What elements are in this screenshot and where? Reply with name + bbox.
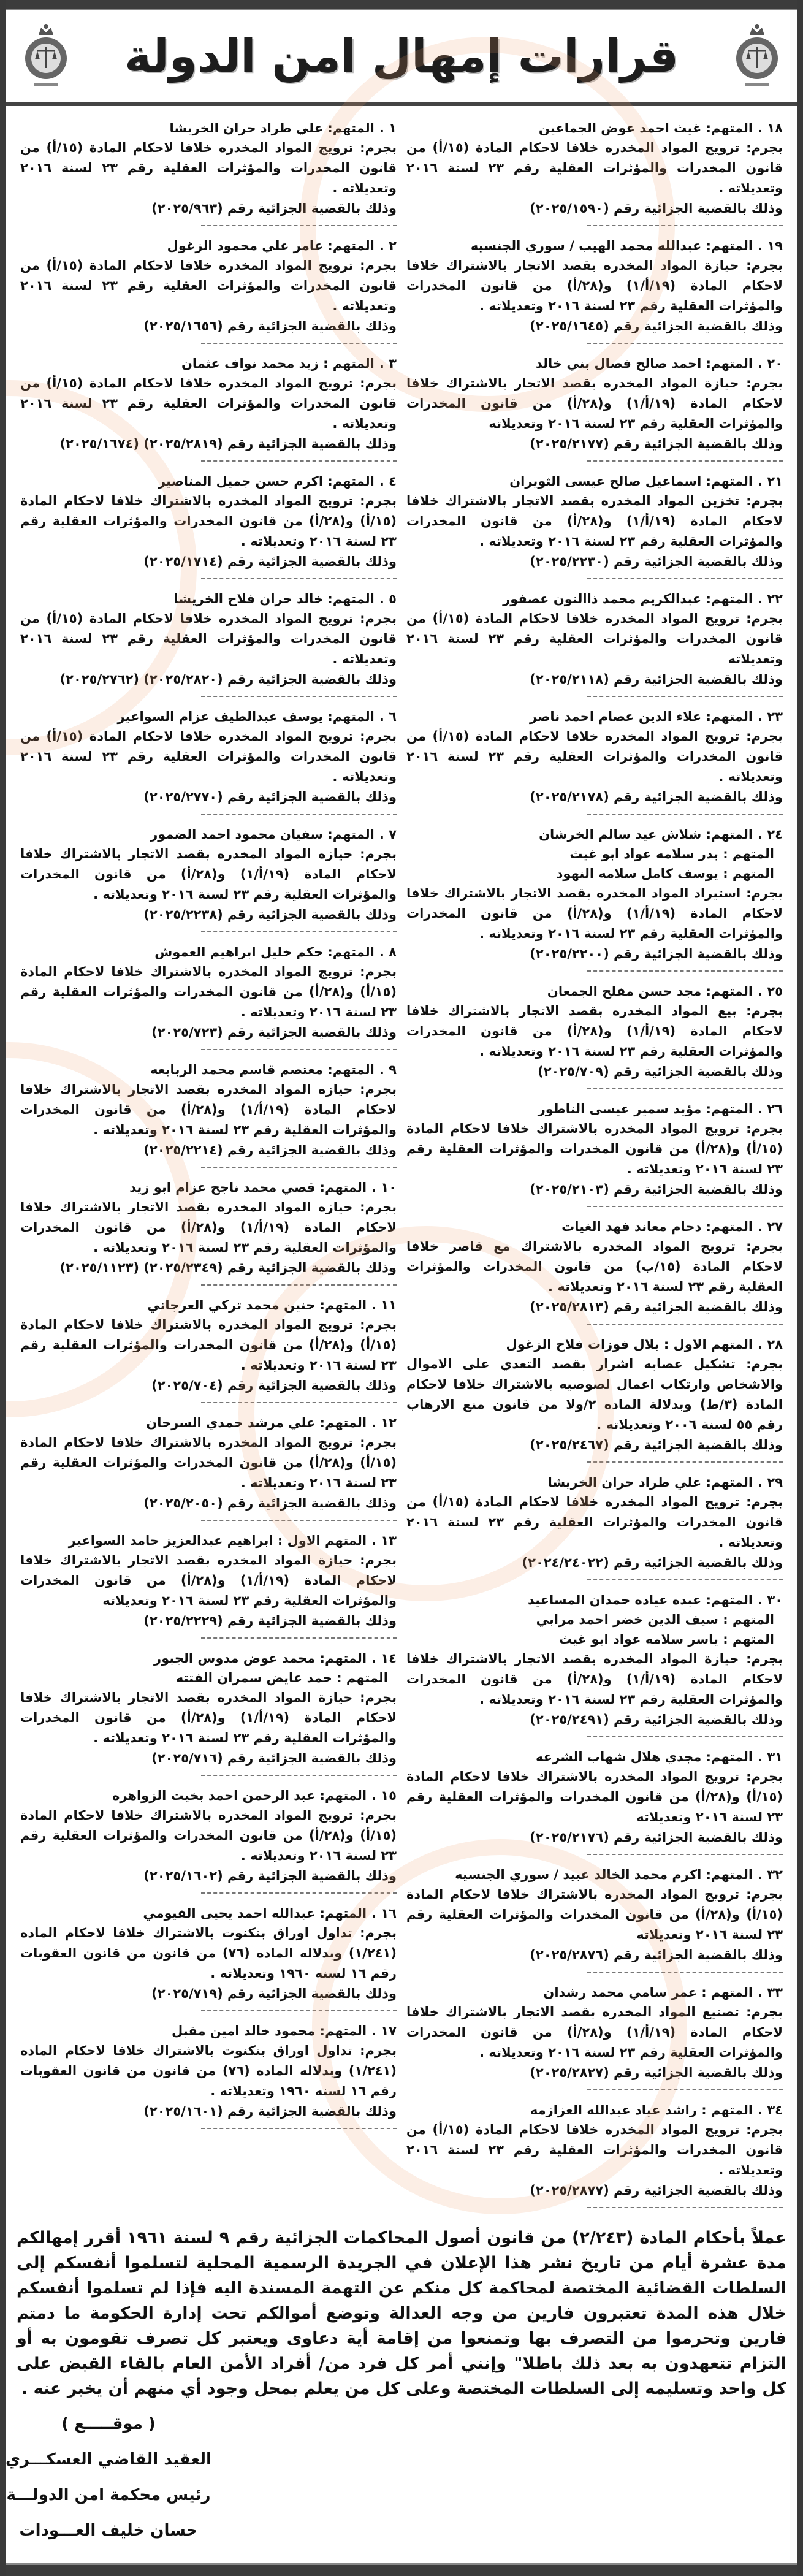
entry-heading — [406, 825, 783, 844]
charge-text: بجرم: حيازه المواد المخدره بقصد الاتجار بالاشتراك خلافا لاحكام المادة (١٩/أ/١) و(٢٨/أ) من قانون المخدرات والمؤثرات العقلية رقم ٢٣ لسنة ٢٠١٦ وتعديلاته . — [20, 1082, 397, 1137]
dashed-divider — [201, 1049, 397, 1050]
notice-entry — [406, 1466, 783, 1584]
dashed-divider — [201, 814, 397, 815]
notice-entry — [20, 1897, 397, 2015]
case-number: وذلك بالقضية الجزائية رقم (٢٠٢٥/٢٨٧٦) — [530, 1948, 783, 1962]
notice-entry — [406, 1328, 783, 1466]
entry-heading — [20, 825, 397, 844]
entry-heading — [20, 1786, 397, 1805]
entry-number: ٢٣ . — [758, 709, 783, 724]
dashed-divider — [201, 1892, 397, 1894]
case-number: وذلك بالقضية الجزائية رقم (٢٠٢٥/٢٣٤٩) (٢٠٢٥/١١٢٣) — [59, 1260, 397, 1275]
notice-entry — [406, 112, 783, 230]
notice-entry — [406, 465, 783, 583]
entry-heading — [20, 1178, 397, 1197]
accused-name: المتهم: عبدالكريم محمد ذاالنون عصفور — [503, 592, 753, 606]
case-number: وذلك بالقضية الجزائية رقم (٢٠٢٥/٢٨٢٠) (٢٠٢٥/٢٧٦٢) — [59, 672, 397, 687]
case-number: وذلك بالقضية الجزائية رقم (٢٠٢٥/١٧١٤) — [143, 554, 397, 569]
case-number: وذلك بالقضية الجزائية رقم (٢٠٢٥/١٥٩٠) — [530, 201, 783, 216]
dashed-divider — [201, 2010, 397, 2011]
entry-heading — [406, 1335, 783, 1354]
entry-number: ١٥ . — [371, 1788, 397, 1803]
dashed-divider — [201, 1520, 397, 1521]
accused-name: المتهم: معتصم قاسم محمد الربابعه — [150, 1062, 375, 1077]
entry-number: ٢٨ . — [758, 1337, 783, 1352]
entry-heading — [20, 471, 397, 491]
dashed-divider — [587, 1972, 783, 1973]
accused-name: المتهم : عمر سامي محمد رشدان — [543, 1985, 753, 2000]
top-bar — [6, 0, 797, 10]
entry-heading — [406, 236, 783, 256]
entry-number: ٢٤ . — [758, 827, 783, 842]
bottom-bar — [6, 2563, 797, 2576]
charge-text: بجرم: ترويج المواد المخدره خلافا لاحكام المادة (١٥/أ) من قانون المخدرات والمؤثرات العقلية رقم ٢٣ لسنة ٢٠١٦ وتعديلاته . — [20, 376, 397, 431]
notice-entry — [406, 1584, 783, 1741]
entry-heading — [406, 707, 783, 726]
case-number: وذلك بالقضية الجزائية رقم (٢٠٢٥/٢١٠٣) — [530, 1182, 783, 1197]
case-number: وذلك بالقضية الجزائية رقم (٢٠٢٥/٢٢٣٨) — [143, 907, 397, 922]
entry-heading — [406, 471, 783, 491]
charge-text: بجرم: تداول اوراق بنكنوت بالاشتراك خلافا لاحكام الماده (١/٢٤١) وبدلاله الماده (٧٦) من قانون من قانون العقوبات رقم ١٦ لسنه ١٩٦٠ وتعديلاته . — [20, 1926, 397, 1981]
accused-name: المتهم : حمد عايض سمران الفتته — [175, 1671, 388, 1685]
charge-text: بجرم: ترويج المواد المخدره بالاشتراك خلافا لاحكام المادة (١٥/أ) و(٢٨/أ) من قانون المخدرات والمؤثرات العقلية رقم ٢٣ لسنة ٢٠١٦ وتعديلاته — [406, 1887, 783, 1942]
dashed-divider — [587, 1854, 783, 1855]
notice-entry — [406, 1859, 783, 1976]
notice-entry — [20, 1407, 397, 1525]
dashed-divider — [587, 1736, 783, 1737]
notice-entry — [406, 1976, 783, 2094]
accused-name: المتهم: سفيان محمود احمد الضمور — [150, 827, 375, 842]
accused-name: المتهم: شلاش عيد سالم الخرشان — [539, 827, 753, 842]
entry-number: ١٢ . — [371, 1416, 397, 1430]
dashed-divider — [587, 1088, 783, 1089]
accused-name: المتهم : راشد عياد عبدالله العزازمه — [530, 2103, 753, 2117]
notice-entry — [20, 583, 397, 701]
dashed-divider — [201, 696, 397, 697]
dashed-divider — [587, 1324, 783, 1325]
dashed-divider — [587, 2207, 783, 2208]
entry-number: ٢٧ . — [758, 1219, 783, 1234]
signer-name: حسان خليف العـــودات — [19, 2521, 198, 2540]
case-number: وذلك بالقضية الجزائية رقم (٢٠٢٥/١٦٠١) — [143, 2104, 397, 2119]
case-number: وذلك بالقضية الجزائية رقم (٢٠٢٥/٧١٦) — [151, 1751, 397, 1766]
charge-text: بجرم: ترويج المواد المخدره بالاشتراك خلافا لاحكام المادة (١٥/أ) و(٢٨/أ) من قانون المخدرات والمؤثرات العقلية رقم ٢٣ لسنة ٢٠١٦ وتعديلاته . — [20, 1435, 397, 1490]
dashed-divider — [201, 578, 397, 579]
notice-entry — [20, 701, 397, 818]
case-number: وذلك بالقضية الجزائية رقم (٢٠٢٥/٧٠٩) — [538, 1064, 783, 1079]
entry-heading — [20, 1060, 397, 1080]
notice-entry — [20, 936, 397, 1054]
dashed-divider — [201, 1402, 397, 1403]
charge-text: بجرم: ترويج المواد المخدره بالاشتراك خلافا لاحكام المادة (١٥/أ) و(٢٨/أ) من قانون المخدرات والمؤثرات العقلية رقم ٢٣ لسنة ٢٠١٦ وتعديلاته . — [406, 1121, 783, 1176]
case-number: وذلك بالقضية الجزائية رقم (٢٠٢٥/٢٤٩١) — [530, 1712, 783, 1727]
entry-number: ١٧ . — [371, 2024, 397, 2038]
charge-text: بجرم: ترويج المواد المخدره بالاشتراك خلافا لاحكام المادة (١٥/أ) و(٢٨/أ) من قانون المخدرات والمؤثرات العقلية رقم ٢٣ لسنة ٢٠١٦ وتعديلاته . — [20, 1808, 397, 1863]
page-header — [6, 10, 797, 106]
notice-entry — [406, 975, 783, 1093]
entry-number: ٢٥ . — [758, 984, 783, 999]
entry-heading — [406, 981, 783, 1001]
notice-entry — [406, 230, 783, 348]
entry-number: ٣٣ . — [758, 1985, 783, 2000]
entries-columns — [6, 106, 797, 2212]
accused-name: المتهم: دحام معاند فهد الغيات — [561, 1219, 753, 1234]
entry-heading — [406, 1099, 783, 1119]
entry-number: ٤ . — [379, 474, 397, 489]
case-number: وذلك بالقضية الجزائية رقم (٢٠٢٥/١٦٥٦) — [143, 319, 397, 333]
entry-number: ٣٠ . — [758, 1593, 783, 1607]
dashed-divider — [587, 1206, 783, 1207]
dashed-divider — [201, 1775, 397, 1776]
case-number: وذلك بالقضية الجزائية رقم (٢٠٢٥/٢٤٦٧) — [530, 1438, 783, 1452]
charge-text: بجرم: ترويج المواد المخدره بالاشتراك خلافا لاحكام المادة (١٥/أ) و(٢٨/أ) من قانون المخدرات والمؤثرات العقلية رقم ٢٣ لسنة ٢٠١٦ وتعديلاته . — [20, 964, 397, 1019]
case-number: وذلك بالقضية الجزائية رقم (٢٠٢٥/٢٢٠٠) — [530, 947, 783, 961]
charge-text: بجرم: حيازة المواد المخدره بقصد الاتجار بالاشتراك خلافا لاحكام المادة (١٩/أ/١) و(٢٨/أ) من قانون المخدرات والمؤثرات العقلية رقم ٢٣ لسنة ٢٠١٦ وتعديلاته . — [20, 1690, 397, 1745]
entry-number: ٢١ . — [758, 474, 783, 489]
entry-heading — [20, 1648, 397, 1668]
charge-text: بجرم: حيازة المواد المخدره بقصد الاتجار بالاشتراك خلافا لاحكام المادة (١٩/أ/١) و(٢٨/أ) من قانون المخدرات والمؤثرات العقلية رقم ٢٣ لسنة ٢٠١٦ وتعديلاته — [20, 1553, 397, 1608]
accused-name: المتهم: غيث احمد عوض الجماعين — [538, 121, 753, 135]
notice-entry — [20, 2015, 397, 2133]
entries-column-left — [402, 112, 788, 2212]
dashed-divider — [201, 1637, 397, 1639]
accused-name: المتهم: علي مرشد حمدي السرحان — [146, 1416, 367, 1430]
charge-text: بجرم: ترويج المواد المخدره خلافا لاحكام المادة (١٥/أ) من قانون المخدرات والمؤثرات العقلية رقم ٢٣ لسنة ٢٠١٦ وتعديلاته . — [20, 611, 397, 666]
charge-text: بجرم: ترويج المواد المخدره بالاشتراك خلافا لاحكام المادة (١٥/أ) و(٢٨/أ) من قانون المخدرات والمؤثرات العقلية رقم ٢٣ لسنة ٢٠١٦ وتعديلاته . — [20, 1317, 397, 1373]
dashed-divider — [587, 970, 783, 972]
entry-heading — [20, 354, 397, 373]
accused-name: المتهم: اكرم حسن جميل المناصير — [158, 474, 375, 489]
entry-heading — [20, 2021, 397, 2041]
charge-text: بجرم: تشكيل عصابه اشرار بقصد التعدي على الاموال والاشخاص وارتكاب اعمال لصوصيه بالاشتراك خلافا لاحكام المادة (٣/ط) وبدلالة الماده ٢/ولا من قانون منع الارهاب رقم ٥٥ لسنة ٢٠٠٦ وتعديلاته . — [406, 1357, 783, 1432]
notice-entry — [20, 1525, 397, 1642]
entry-number: ٧ . — [379, 827, 397, 842]
entry-heading — [20, 942, 397, 962]
case-number: وذلك بالقضية الجزائية رقم (٢٠٢٥/٢٢١٤) — [143, 1143, 397, 1157]
case-number: وذلك بالقضية الجزائية رقم (٢٠٢٥/٧٢٣) — [151, 1025, 397, 1040]
case-number: وذلك بالقضية الجزائية رقم (٢٠٢٤/٢٤٠٢٢) — [522, 1555, 783, 1570]
entries-column-right — [15, 112, 402, 2212]
accused-name: المتهم: قصي محمد ناجح عزام ابو زيد — [129, 1180, 367, 1195]
accused-name: المتهم: احمد صالح فصال بني خالد — [536, 356, 753, 371]
dashed-divider — [587, 343, 783, 344]
charge-text: بجرم: حيازة المواد المخدره بقصد الاتجار بالاشتراك خلافا لاحكام المادة (١٩/أ/١) و(٢٨/أ) من قانون المخدرات والمؤثرات العقلية رقم ٢٣ لسنة ٢٠١٦ وتعديلاته — [406, 376, 783, 431]
notice-entry — [20, 1780, 397, 1897]
notice-paragraph: عملاً بأحكام المادة (٢/٢٤٣) من قانون أصول المحاكمات الجزائية رقم ٩ لسنة ١٩٦١ أقرر إمهالكم مدة عشرة أيام من تاريخ نشر هذا الإعلان في الجريدة الرسمية المحلية لتسلموا أنفسكم إلى السلطات القضائية المختصة لمحاكمة كل منكم عن التهمة المسندة اليه فإذا لم تسلموا أنفسكم خلال هذه المدة تعتبرون فارين من وجه العدالة وتوضع أموالكم تحت إدارة الحكومة ما دمتم فارين وتحرموا من التصرف بها وتمنعوا من إقامة أية دعاوى ويعتبر كل تصرف تقومون به أو التزام تتعهدون به بعد ذلك باطلا" وإنني أمر كل فرد من/ أفراد الأمن العام بالقاء القبض على كل واحد وتسليمه إلى السلطات المختصة وعلى كل من يعلم بمحل وجود أي منهم أن يخبر عنه . — [17, 2228, 786, 2398]
entry-heading — [406, 1217, 783, 1237]
accused-name: المتهم الاول : ابراهيم عبدالعزيز حامد السواعير — [68, 1533, 367, 1548]
notice-entry — [406, 1741, 783, 1859]
dashed-divider — [587, 460, 783, 462]
charge-text: بجرم: ترويج المواد المخدره بالاشتراك خلافا لاحكام المادة (١٥/أ) و(٢٨/أ) من قانون المخدرات والمؤثرات العقلية رقم ٢٣ لسنة ٢٠١٦ وتعديلاته — [406, 1769, 783, 1824]
accused-name: المتهم: اسماعيل صالح عيسى الثويران — [509, 474, 753, 489]
entry-number: ١٤ . — [371, 1651, 397, 1666]
accused-name: المتهم: عبدالله محمد الهيب / سوري الجنسيه — [470, 238, 753, 253]
notice-entry — [20, 1289, 397, 1407]
case-number: وذلك بالقضية الجزائية رقم (٢٠٢٥/٢٨٧٧) — [530, 2183, 783, 2198]
entry-heading — [20, 1531, 397, 1550]
case-number: وذلك بالقضية الجزائية رقم (٢٠٢٥/٢٢٣٠) — [530, 554, 783, 569]
entry-heading — [406, 1590, 783, 1610]
entry-heading — [20, 707, 397, 726]
accused-name: المتهم: حنين محمد تركي العرجاني — [147, 1298, 367, 1313]
notice-entry — [20, 230, 397, 348]
accused-name: المتهم: خالد حران فلاح الخريشا — [173, 592, 375, 606]
entry-heading — [406, 118, 783, 138]
entry-number: ٣٢ . — [758, 1867, 783, 1882]
dashed-divider — [201, 343, 397, 344]
charge-text: بجرم: حيازة المواد المخدره بقصد الاتجار بالاشتراك خلافا لاحكام المادة (١٩/أ/١) و(٢٨/أ) من قانون المخدرات والمؤثرات العقلية رقم ٢٣ لسنة ٢٠١٦ وتعديلاته . — [406, 258, 783, 313]
entry-number: ٥ . — [379, 592, 397, 606]
entry-number: ١٨ . — [758, 121, 783, 135]
entry-heading — [20, 118, 397, 138]
entry-heading — [406, 354, 783, 373]
accused-name: المتهم : زيد محمد نواف عثمان — [181, 356, 375, 371]
entry-number: ٢٦ . — [758, 1102, 783, 1116]
charge-text: بجرم: حيازه المواد المخدره بقصد الاتجار بالاشتراك خلافا لاحكام المادة (١٩/أ/١) و(٢٨/أ) من قانون المخدرات والمؤثرات العقلية رقم ٢٣ لسنة ٢٠١٦ وتعديلاته . — [20, 1200, 397, 1255]
notice-entry — [20, 112, 397, 230]
court-emblem-icon — [21, 21, 70, 92]
entry-heading — [406, 1473, 783, 1492]
dashed-divider — [587, 225, 783, 226]
entry-heading — [20, 1903, 397, 1923]
accused-name: المتهم: عامر علي محمود الزغول — [167, 238, 375, 253]
accused-name: المتهم: يوسف عبدالطيف عزام السواعير — [117, 709, 375, 724]
entry-heading — [20, 1295, 397, 1315]
accused-name: المتهم : ياسر سلامه عواد ابو غيث — [558, 1632, 774, 1647]
entry-heading — [20, 589, 397, 609]
accused-name: المتهم: عبدالله احمد يحيى الفيومي — [143, 1906, 367, 1921]
charge-text: بجرم: ترويج المواد المخدره خلافا لاحكام المادة (١٥/أ) من قانون المخدرات والمؤثرات العقلية رقم ٢٣ لسنة ٢٠١٦ وتعديلاته . — [20, 729, 397, 784]
entry-number: ١٦ . — [371, 1906, 397, 1921]
entry-number: ٢٠ . — [758, 356, 783, 371]
charge-text: بجرم: تداول اوراق بنكنوت بالاشتراك خلافا لاحكام الماده (١/٢٤١) وبدلاله الماده (٧٦) من قانون من قانون العقوبات رقم ١٦ لسنه ١٩٦٠ وتعديلاته . — [20, 2043, 397, 2098]
charge-text: بجرم: ترويج المواد المخدره خلافا لاحكام المادة (١٥/أ) من قانون المخدرات والمؤثرات العقلية رقم ٢٣ لسنة ٢٠١٦ وتعديلاته . — [406, 729, 783, 784]
case-number: وذلك بالقضية الجزائية رقم (٢٠٢٥/١٦٤٥) — [530, 319, 783, 333]
charge-text: بجرم: بيع المواد المخدره بقصد الاتجار بالاشتراك خلافا لاحكام المادة (١٩/أ/١) و(٢٨/أ) من قانون المخدرات والمؤثرات العقلية رقم ٢٣ لسنة ٢٠١٦ وتعديلاته . — [406, 1004, 783, 1059]
accused-name: المتهم : يوسف كامل سلامه النهود — [556, 866, 774, 881]
accused-name: المتهم: مجدي هلال شهاب الشرعه — [536, 1750, 753, 1764]
case-number: وذلك بالقضية الجزائية رقم (٢٠٢٥/٢١٧٨) — [530, 790, 783, 804]
notice-entry — [20, 1054, 397, 1172]
accused-name: المتهم: محمود خالد امين مقبل — [172, 2024, 367, 2038]
charge-text: بجرم: تصنيع المواد المخدره بقصد الاتجار بالاشتراك خلافا لاحكام المادة (١٩/أ/١) و(٢٨/أ) من قانون المخدرات والمؤثرات العقلية رقم ٢٣ لسنة ٢٠١٦ وتعديلاته . — [406, 2005, 783, 2060]
case-number: وذلك بالقضية الجزائية رقم (٢٠٢٥/٢٨١٩) (٢٠٢٥/١٦٧٤) — [59, 436, 397, 451]
accused-name: المتهم: علاء الدين عصام احمد ناصر — [530, 709, 753, 724]
charge-text: بجرم: ترويج المواد المخدره خلافا لاحكام المادة (١٥/أ) من قانون المخدرات والمؤثرات العقلية رقم ٢٣ لسنة ٢٠١٦ وتعديلاته . — [406, 140, 783, 196]
entry-heading — [406, 2100, 783, 2120]
notice-entry — [20, 1642, 397, 1780]
accused-name: المتهم: مؤيد سمير عيسى الناطور — [538, 1102, 753, 1116]
entry-heading — [20, 236, 397, 256]
entry-heading — [406, 1865, 783, 1884]
notice-entry — [406, 348, 783, 465]
case-number: وذلك بالقضية الجزائية رقم (٢٠٢٥/٢١١٨) — [530, 672, 783, 687]
entry-number: ١١ . — [371, 1298, 397, 1313]
dashed-divider — [587, 696, 783, 697]
case-number: وذلك بالقضية الجزائية رقم (٢٠٢٥/٢١٧٧) — [530, 436, 783, 451]
entry-number: ٣١ . — [758, 1750, 783, 1764]
signer-rank: العقيد القاضي العسكـــري — [6, 2450, 211, 2469]
charge-text: بجرم: ترويج المواد المخدره خلافا لاحكام المادة (١٥/أ) من قانون المخدرات والمؤثرات العقلية رقم ٢٣ لسنة ٢٠١٦ وتعديلاته . — [406, 2122, 783, 2178]
case-number: وذلك بالقضية الجزائية رقم (٢٠٢٥/٢٧٧٠) — [143, 790, 397, 804]
entry-number: ٨ . — [379, 945, 397, 959]
notice-entry — [406, 818, 783, 975]
accused-name: المتهم : سيف الدين خضر احمد مرابي — [536, 1612, 774, 1627]
charge-text: بجرم: حيازة المواد المخدره بقصد الاتجار بالاشتراك خلافا لاحكام المادة (١٩/أ/١) و(٢٨/أ) من قانون المخدرات والمؤثرات العقلية رقم ٢٣ لسنة ٢٠١٦ وتعديلاته . — [406, 1652, 783, 1707]
charge-text: بجرم: ترويج المواد المخدره خلافا لاحكام المادة (١٥/أ) من قانون المخدرات والمؤثرات العقلية رقم ٢٣ لسنة ٢٠١٦ وتعديلاته . — [20, 140, 397, 196]
accused-name: المتهم: حكم خليل ابراهيم العموش — [154, 945, 375, 959]
entry-number: ٢٩ . — [758, 1475, 783, 1490]
charge-text: بجرم: ترويج المواد المخدره بالاشتراك خلافا لاحكام المادة (١٥/أ) و(٢٨/أ) من قانون المخدرات والمؤثرات العقلية رقم ٢٣ لسنة ٢٠١٦ وتعديلاته . — [20, 493, 397, 549]
charge-text: بجرم: حيازه المواد المخدره بقصد الاتجار بالاشتراك خلافا لاحكام المادة (١٩/أ/١) و(٢٨/أ) من قانون المخدرات والمؤثرات العقلية رقم ٢٣ لسنة ٢٠١٦ وتعديلاته . — [20, 847, 397, 902]
case-number: وذلك بالقضية الجزائية رقم (٢٠٢٥/٢٨٢٧) — [530, 2065, 783, 2080]
entry-number: ٣ . — [379, 356, 397, 371]
charge-text: بجرم: ترويج المواد المخدره خلافا لاحكام المادة (١٥/أ) من قانون المخدرات والمؤثرات العقلية رقم ٢٣ لسنة ٢٠١٦ وتعديلاته . — [20, 258, 397, 313]
entry-heading — [406, 1747, 783, 1767]
accused-name: المتهم: علي طراد حران الخريشا — [547, 1475, 753, 1490]
case-number: وذلك بالقضية الجزائية رقم (٢٠٢٥/٢٢٢٩) — [143, 1614, 397, 1628]
entry-heading — [406, 589, 783, 609]
case-number: وذلك بالقضية الجزائية رقم (٢٠٢٥/٧١٩) — [151, 1986, 397, 2001]
dashed-divider — [201, 1167, 397, 1168]
case-number: وذلك بالقضية الجزائية رقم (٢٠٢٥/٢٠٥٠) — [143, 1496, 397, 1511]
dashed-divider — [201, 2128, 397, 2129]
charge-text: بجرم: تخزين المواد المخدره بقصد الاتجار بالاشتراك خلافا لاحكام المادة (١٩/أ/١) و(٢٨/أ) من قانون المخدرات والمؤثرات العقلية رقم ٢٣ لسنة ٢٠١٦ وتعديلاته . — [406, 493, 783, 549]
signer-position: رئيس محكمة امن الدولـــة — [6, 2486, 211, 2504]
dashed-divider — [201, 460, 397, 462]
charge-text: بجرم: استيراد المواد المخدره بقصد الاتجار بالاشتراك خلافا لاحكام المادة (١٩/أ/١) و(٢٨/أ) من قانون المخدرات والمؤثرات العقلية رقم ٢٣ لسنة ٢٠١٦ وتعديلاته . — [406, 886, 783, 941]
notice-entry — [406, 583, 783, 701]
notice-entry — [20, 1172, 397, 1289]
accused-name: المتهم الاول : بلال فوزات فلاح الزغول — [506, 1337, 753, 1352]
notice-entry — [406, 1211, 783, 1328]
dashed-divider — [201, 1284, 397, 1286]
dashed-divider — [587, 2089, 783, 2090]
accused-name: المتهم: اكرم محمد الخالد عبيد / سوري الجنسيه — [455, 1867, 753, 1882]
dashed-divider — [587, 814, 783, 815]
dashed-divider — [587, 1461, 783, 1463]
case-number: وذلك بالقضية الجزائية رقم (٢٠٢٥/٢١٧٦) — [530, 1830, 783, 1845]
case-number: وذلك بالقضية الجزائية رقم (٢٠٢٥/١٦٠٢) — [143, 1869, 397, 1883]
accused-name: المتهم: علي طراد حران الخريشا — [169, 121, 375, 135]
notice-entry — [20, 818, 397, 936]
entry-number: ١٣ . — [371, 1533, 397, 1548]
accused-name: المتهم: مجد حسن مفلح الجمعان — [547, 984, 753, 999]
accused-name: المتهم : بدر سلامه عواد ابو غيث — [569, 847, 774, 861]
entry-heading — [406, 1983, 783, 2002]
entry-number: ٦ . — [379, 709, 397, 724]
notice-entry — [406, 701, 783, 818]
entry-number: ٢ . — [379, 238, 397, 253]
notice-entry — [20, 348, 397, 465]
page-title: قرارات إمهال امن الدولة — [124, 30, 679, 83]
entry-number: ٣٤ . — [758, 2103, 783, 2117]
notice-entry — [406, 1093, 783, 1211]
dashed-divider — [201, 225, 397, 226]
case-number: وذلك بالقضية الجزائية رقم (٢٠٢٥/٢٨١٣) — [530, 1300, 783, 1314]
accused-name: المتهم: محمد عوض مدوس الجبور — [154, 1651, 367, 1666]
dashed-divider — [587, 578, 783, 579]
case-number: وذلك بالقضية الجزائية رقم (٢٠٢٥/٧٠٤) — [151, 1378, 397, 1393]
entry-number: ٢٢ . — [758, 592, 783, 606]
charge-text: بجرم: ترويج المواد المخدره بالاشتراك مع قاصر خلافا لاحكام المادة (١٥/ب) من قانون المخدرات والمؤثرات العقلية رقم ٢٣ لسنة ٢٠١٦ وتعديلاته . — [406, 1239, 783, 1294]
entry-heading — [20, 1413, 397, 1433]
entry-number: ١٩ . — [758, 238, 783, 253]
court-emblem-icon — [733, 21, 782, 92]
entry-number: ٩ . — [379, 1062, 397, 1077]
charge-text: بجرم: ترويج المواد المخدره خلافا لاحكام المادة (١٥/أ) من قانون المخدرات والمؤثرات العقلية رقم ٢٣ لسنة ٢٠١٦ وتعديلاته . — [406, 1495, 783, 1550]
notice-entry — [20, 465, 397, 583]
entry-number: ١٠ . — [371, 1180, 397, 1195]
accused-name: المتهم: عبد الرحمن احمد بخيت الزواهره — [112, 1788, 367, 1803]
accused-name: المتهم: عبده عياده حمدان المساعيد — [528, 1593, 753, 1607]
notice-entry — [406, 2094, 783, 2212]
entry-number: ١ . — [379, 121, 397, 135]
case-number: وذلك بالقضية الجزائية رقم (٢٠٢٥/٩٦٣) — [151, 201, 397, 216]
signed-label: ( موقـــــع ) — [61, 2415, 156, 2433]
signature-block — [6, 2401, 797, 2563]
dashed-divider — [201, 931, 397, 932]
charge-text: بجرم: ترويج المواد المخدره خلافا لاحكام المادة (١٥/أ) من قانون المخدرات والمؤثرات العقلية رقم ٢٣ لسنة ٢٠١٦ وتعديلاته — [406, 611, 783, 666]
dashed-divider — [587, 1579, 783, 1580]
